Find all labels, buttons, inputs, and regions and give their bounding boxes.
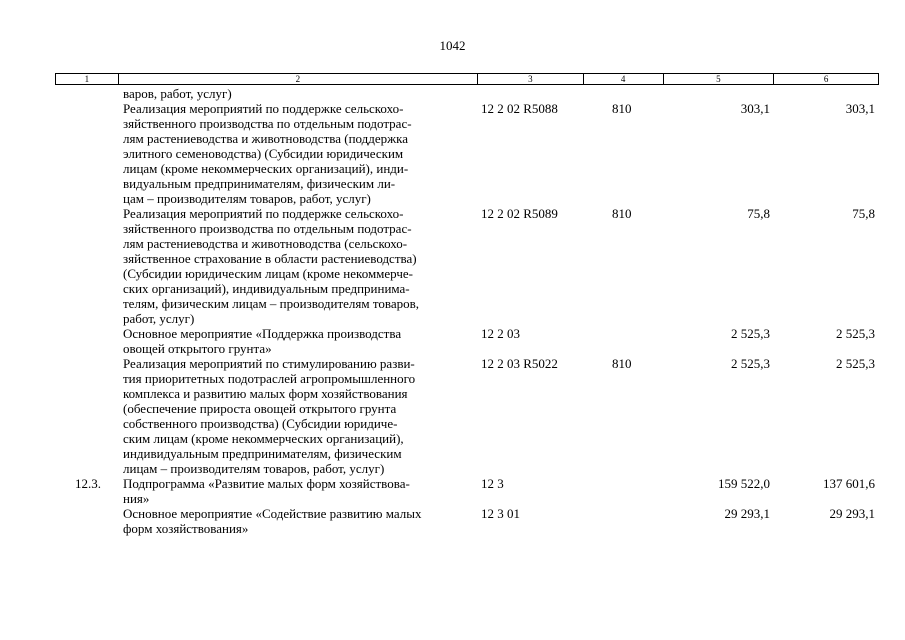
description-line: лям растениеводства и животноводства (сельскохо- (123, 236, 408, 251)
description-line: варов, работ, услуг) (123, 86, 232, 101)
description-line: (Субсидии юридическим лицам (кроме некоммерче- (123, 266, 413, 281)
row-expense-type: 810 (612, 206, 632, 221)
header-col-3: 3 (478, 74, 584, 84)
row-target-code: 12 3 01 (481, 506, 520, 521)
table-header-row (55, 73, 879, 85)
row-amount-col5: 2 525,3 (731, 326, 770, 341)
description-line: Основное мероприятие «Содействие развитию малых (123, 506, 422, 521)
description-line: зяйственное страхование в области растениеводства) (123, 251, 417, 266)
row-amount-col5: 2 525,3 (731, 356, 770, 371)
description-line: Подпрограмма «Развитие малых форм хозяйствова- (123, 476, 410, 491)
description-line: зяйственного производства по отдельным подотрас- (123, 116, 412, 131)
row-amount-col5: 29 293,1 (724, 506, 770, 521)
header-col-1: 1 (56, 74, 119, 84)
header-col-6: 6 (823, 74, 829, 84)
row-target-code: 12 2 02 R5088 (481, 101, 558, 116)
row-target-code: 12 2 02 R5089 (481, 206, 558, 221)
row-amount-col6: 303,1 (845, 101, 875, 116)
table-row (0, 86, 905, 101)
row-description (123, 86, 473, 101)
description-line: элитного семеноводства) (Субсидии юридическим (123, 146, 404, 161)
description-line: комплекса и развитию малых форм хозяйствования (123, 386, 408, 401)
description-line: собственного производства) (Субсидии юридиче- (123, 416, 398, 431)
header-col-5: 5 (664, 74, 775, 84)
description-line: форм хозяйствования» (123, 521, 249, 536)
table-row (0, 101, 905, 206)
row-description (123, 326, 473, 356)
row-amount-col5: 75,8 (747, 206, 770, 221)
description-line: ния» (123, 491, 150, 506)
row-description (123, 506, 473, 536)
row-expense-type: 810 (612, 356, 632, 371)
description-line: (обеспечение прироста овощей открытого грунта (123, 401, 397, 416)
row-amount-col6: 2 525,3 (836, 326, 875, 341)
description-line: Реализация мероприятий по поддержке сельскохо- (123, 101, 404, 116)
row-amount-col5: 159 522,0 (718, 476, 770, 491)
description-line: лицам – производителям товаров, работ, услуг) (123, 461, 385, 476)
row-amount-col6: 2 525,3 (836, 356, 875, 371)
description-line: лицам (кроме некоммерческих организаций), инди- (123, 161, 409, 176)
row-description (123, 476, 473, 506)
table-row (0, 206, 905, 326)
description-line: овощей открытого грунта» (123, 341, 272, 356)
header-col-2: 2 (119, 74, 478, 84)
description-line: Реализация мероприятий по поддержке сельскохо- (123, 206, 404, 221)
row-number: 12.3. (75, 476, 101, 491)
description-line: телям, физическим лицам – производителям товаров, (123, 296, 419, 311)
row-amount-col6: 75,8 (852, 206, 875, 221)
description-line: видуальным предпринимателям, физическим ли- (123, 176, 396, 191)
row-target-code: 12 3 (481, 476, 504, 491)
table-body (0, 86, 905, 536)
row-amount-col6: 137 601,6 (823, 476, 875, 491)
table-row (0, 506, 905, 536)
table-row (0, 326, 905, 356)
row-amount-col5: 303,1 (740, 101, 770, 116)
description-line: ских организаций), индивидуальным предпринима- (123, 281, 410, 296)
row-target-code: 12 2 03 (481, 326, 520, 341)
description-line: лям растениеводства и животноводства (поддержка (123, 131, 409, 146)
description-line: Реализация мероприятий по стимулированию разви- (123, 356, 415, 371)
row-amount-col6: 29 293,1 (829, 506, 875, 521)
table-row (0, 356, 905, 476)
description-line: работ, услуг) (123, 311, 195, 326)
row-description (123, 101, 473, 206)
row-description (123, 206, 473, 326)
header-col-4: 4 (584, 74, 664, 84)
description-line: цам – производителям товаров, работ, услуг) (123, 191, 371, 206)
description-line: ским лицам (кроме некоммерческих организаций), (123, 431, 404, 446)
row-expense-type: 810 (612, 101, 632, 116)
row-target-code: 12 2 03 R5022 (481, 356, 558, 371)
description-line: Основное мероприятие «Поддержка производства (123, 326, 402, 341)
description-line: тия приоритетных подотраслей агропромышленного (123, 371, 416, 386)
page-number: 1042 (439, 38, 466, 53)
table-row (0, 476, 905, 506)
description-line: зяйственного производства по отдельным подотрас- (123, 221, 412, 236)
description-line: индивидуальным предпринимателям, физическим (123, 446, 402, 461)
row-description (123, 356, 473, 476)
